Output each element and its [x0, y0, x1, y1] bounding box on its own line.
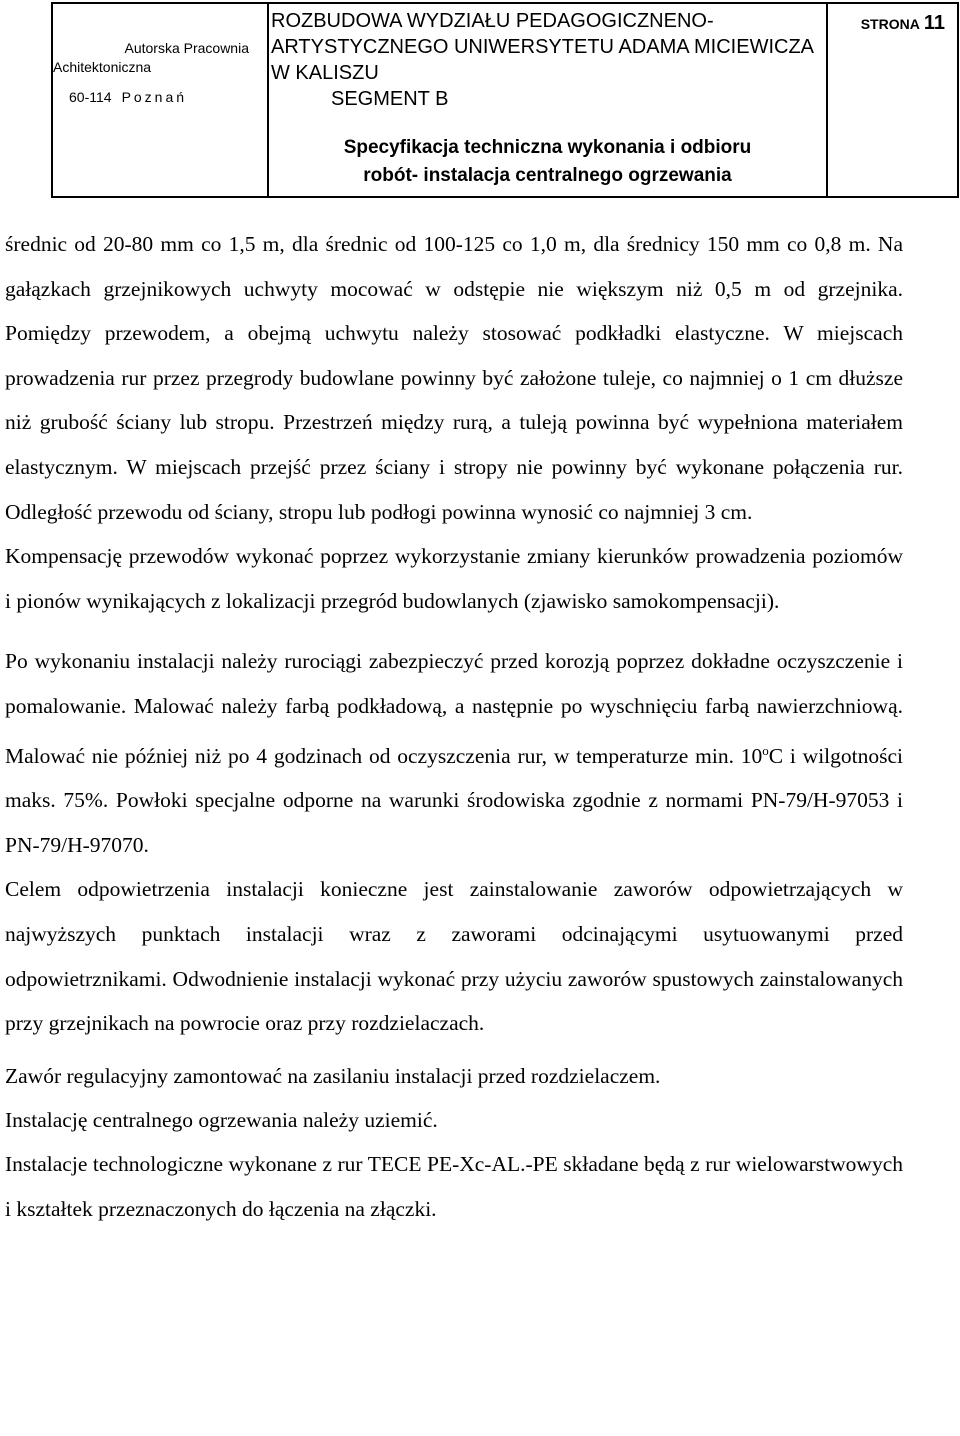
paragraph-corrosion-text-b: C i wilgotności maks. 75%. Powłoki specjalne odporne na warunki środowiska zgodnie z normami PN-79/H-97053 i PN-79/H-97070. — [5, 743, 903, 857]
paragraph-mounting: średnic od 20-80 mm co 1,5 m, dla średnic od 100-125 co 1,0 m, dla średnicy 150 mm co 0,8 m. Na gałązkach grzejnikowych uchwyty mocować w odstępie nie większym niż 0,5 m od grzejnika. Pomiędzy przewodem, a obejmą uchwytu należy stosować podkładki elastyczne. W miejscach prowadzenia rur przez przegrody budowlane powinny być założone tuleje, co najmniej o 1 cm dłuższe niż grubość ściany lub stropu. Przestrzeń między rurą, a tuleją powinna być wypełniona materiałem elastycznym. W miejscach przejść przez ściany i stropy nie powinny być wykonane połączenia rur. Odległość przewodu od ściany, stropu lub podłogi powinna wynosić co najmniej 3 cm. — [5, 232, 903, 524]
paragraph-corrosion — [5, 639, 903, 867]
project-title-line2: ARTYSTYCZNEGO UNIWERSYTETU ADAMA MICIEWICZA — [271, 36, 815, 58]
paragraph-compensation: Kompensację przewodów wykonać poprzez wykorzystanie zmiany kierunków prowadzenia poziomów i pionów wynikających z lokalizacji przegród budowlanych (zjawisko samokompensacji). — [5, 544, 903, 613]
project-title-line3: W KALISZU — [271, 62, 379, 84]
document-header — [51, 2, 959, 198]
paragraph-venting: Celem odpowietrzenia instalacji konieczne jest zainstalowanie zaworów odpowietrzających w najwyższych punktach instalacji wraz z zaworami odcinającymi usytuowanymi przed odpowietrznikami. Odwodnienie instalacji wykonać przy użyciu zaworów spustowych zainstalowanych przy grzejnikach na powrocie oraz przy rozdzielaczach. — [5, 877, 903, 1036]
paragraph-pipes: Instalacje technologiczne wykonane z rur TECE PE-Xc-AL.-PE składane będą z rur wielowarstwowych i kształtek przeznaczonych do łączenia na złączki. — [5, 1152, 903, 1222]
firm-name — [53, 39, 267, 77]
firm-name-line2: Achitektoniczna — [53, 59, 152, 75]
project-title-line1: ROZBUDOWA WYDZIAŁU PEDAGOGICZNENO- — [271, 10, 714, 32]
paragraph-grounding: Instalację centralnego ogrzewania należy uziemić. — [5, 1108, 438, 1133]
degree-sign: o — [762, 742, 769, 758]
document-subtitle — [269, 134, 826, 190]
title-cell — [268, 3, 827, 197]
page-cell — [827, 3, 958, 197]
document-body — [5, 222, 903, 1232]
paragraph-regulating-valve: Zawór regulacyjny zamontować na zasilaniu instalacji przed rozdzielaczem. — [5, 1063, 661, 1088]
page-indicator — [861, 12, 945, 35]
city: Poznań — [121, 89, 188, 105]
firm-address — [69, 89, 187, 105]
paragraph-corrosion-text-a: Po wykonaniu instalacji należy rurociągi zabezpieczyć przed korozją poprzez dokładne oczyszczenie i pomalowanie. Malować należy farbą podkładową, a następnie po wyschnięciu farbą nawierzchniową. Malować nie później niż po 4 godzinach od oczyszczenia rur, w temperaturze min. 10 — [5, 649, 903, 768]
document-subtitle-line1: Specyfikacja techniczna wykonania i odbioru — [343, 137, 752, 158]
project-title — [271, 8, 814, 112]
firm-cell — [52, 3, 268, 197]
page-label: STRONA — [860, 16, 920, 32]
project-segment: SEGMENT B — [331, 88, 449, 110]
postal-code: 60-114 — [69, 89, 112, 105]
page-number: 11 — [923, 12, 945, 34]
firm-name-line1: Autorska Pracownia — [124, 40, 249, 56]
document-subtitle-line2: robót- instalacja centralnego ogrzewania — [363, 165, 732, 186]
